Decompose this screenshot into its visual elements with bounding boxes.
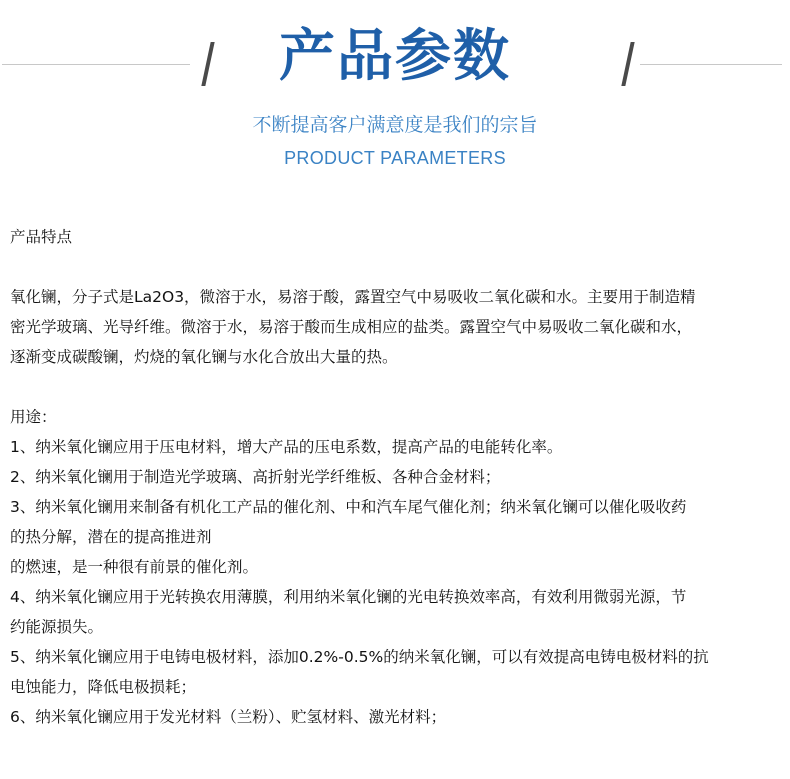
page-title: 产品参数 <box>279 24 511 89</box>
uses-line: 2、纳米氧化镧用于制造光学玻璃、高折射光学纤维板、各种合金材料； <box>10 468 501 486</box>
uses-line: 5、纳米氧化镧应用于电铸电极材料，添加0.2%-0.5%的纳米氧化镧，可以有效提高电铸电极材料的抗 <box>10 648 709 666</box>
header-rule-right <box>640 64 782 65</box>
uses-line: 1、纳米氧化镧应用于压电材料，增大产品的压电系数，提高产品的电能转化率。 <box>10 438 563 456</box>
section-header <box>0 0 790 190</box>
features-line: 逐渐变成碳酸镧，灼烧的氧化镧与水化合放出大量的热。 <box>10 348 398 366</box>
english-subtitle: PRODUCT PARAMETERS <box>284 148 506 168</box>
features-line: 密光学玻璃、光导纤维。微溶于水，易溶于酸而生成相应的盐类。露置空气中易吸收二氧化碳和水， <box>10 318 693 336</box>
uses-line: 的燃速，是一种很有前景的催化剂。 <box>10 558 259 576</box>
spacer <box>10 372 786 402</box>
product-description <box>10 222 786 732</box>
uses-line: 电蚀能力，降低电极损耗； <box>10 678 197 696</box>
uses-line: 6、纳米氧化镧应用于发光材料（兰粉）、贮氢材料、激光材料； <box>10 708 447 726</box>
features-heading: 产品特点 <box>10 228 73 246</box>
uses-line: 4、纳米氧化镧应用于光转换农用薄膜，利用纳米氧化镧的光电转换效率高，有效利用微弱光源，节 <box>10 588 687 606</box>
slogan: 不断提高客户满意度是我们的宗旨 <box>252 114 538 136</box>
uses-line: 3、纳米氧化镧用来制备有机化工产品的催化剂、中和汽车尾气催化剂；纳米氧化镧可以催化吸收药 <box>10 498 687 516</box>
uses-heading: 用途： <box>10 408 57 426</box>
features-line: 氧化镧，分子式是La2O3，微溶于水，易溶于酸，露置空气中易吸收二氧化碳和水。主要用于制造精 <box>10 288 696 306</box>
uses-line: 的热分解，潜在的提高推进剂 <box>10 528 212 546</box>
spacer <box>10 252 786 282</box>
uses-line: 约能源损失。 <box>10 618 104 636</box>
